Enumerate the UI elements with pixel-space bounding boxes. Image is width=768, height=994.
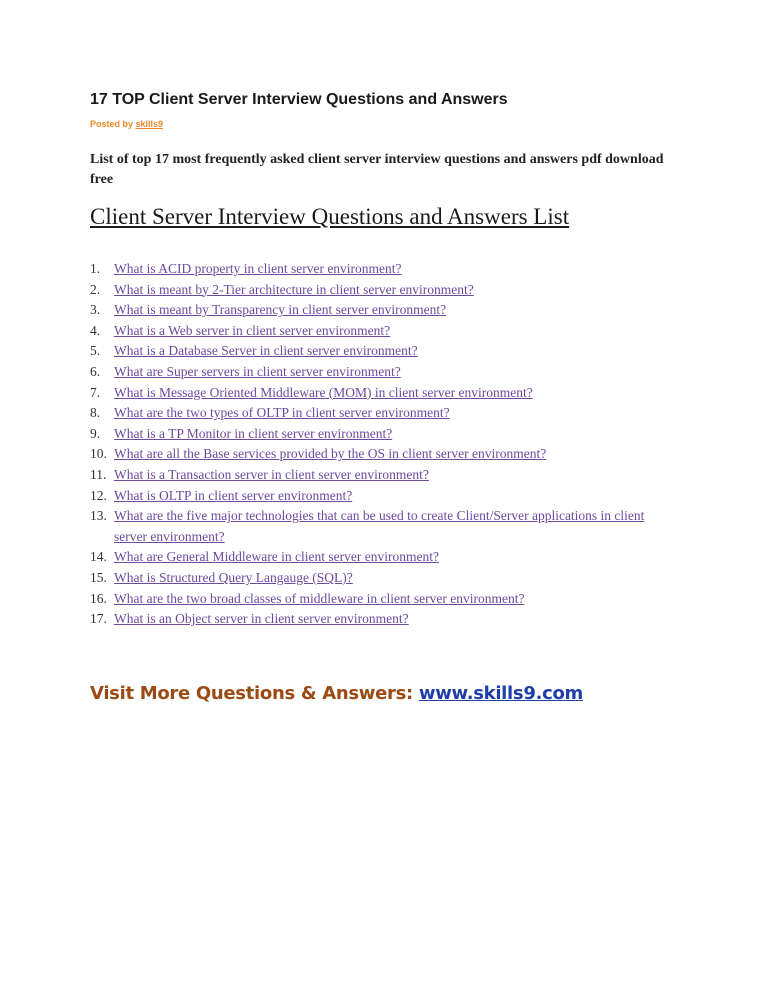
- byline-prefix: Posted by: [90, 119, 136, 129]
- list-item: [90, 424, 654, 445]
- question-link[interactable]: What are the two types of OLTP in client server environment?: [114, 405, 450, 421]
- question-number: 17.: [90, 611, 107, 627]
- list-heading: Client Server Interview Questions and Answers List: [90, 204, 570, 229]
- list-item: [90, 259, 654, 280]
- list-item: [90, 568, 654, 589]
- question-number: 2.: [90, 281, 101, 297]
- list-item: [90, 465, 654, 486]
- footer: [90, 683, 583, 704]
- question-link[interactable]: What is meant by Transparency in client server environment?: [114, 302, 447, 318]
- list-item: [90, 362, 654, 383]
- list-item: [90, 300, 654, 321]
- question-link[interactable]: What are Super servers in client server environment?: [114, 363, 401, 379]
- question-number: 4.: [90, 322, 101, 338]
- question-link[interactable]: What is Message Oriented Middleware (MOM) in client server environment?: [114, 384, 533, 400]
- question-link[interactable]: What is meant by 2-Tier architecture in client server environment?: [114, 281, 474, 297]
- list-item: [90, 383, 654, 404]
- question-link[interactable]: What is a Web server in client server environment?: [114, 322, 391, 338]
- list-item: [90, 444, 654, 465]
- question-number: 11.: [90, 466, 107, 482]
- question-number: 5.: [90, 343, 101, 359]
- question-number: 8.: [90, 405, 101, 421]
- question-link[interactable]: What is a Database Server in client server environment?: [114, 343, 418, 359]
- list-item: [90, 321, 654, 342]
- question-number: 10.: [90, 446, 107, 462]
- questions-list: [90, 259, 654, 630]
- list-item: [90, 341, 654, 362]
- question-number: 14.: [90, 549, 107, 565]
- question-number: 3.: [90, 302, 101, 318]
- list-item: [90, 403, 654, 424]
- byline: [90, 119, 163, 129]
- question-number: 15.: [90, 569, 107, 585]
- question-number: 16.: [90, 590, 107, 606]
- intro-text: List of top 17 most frequently asked client server interview questions and answers pdf download free: [90, 152, 664, 187]
- question-link[interactable]: What are the two broad classes of middleware in client server environment?: [114, 590, 525, 606]
- list-item: [90, 547, 654, 568]
- list-item: [90, 506, 654, 547]
- question-link[interactable]: What is Structured Query Langauge (SQL)?: [114, 569, 353, 585]
- website-link[interactable]: www.skills9.com: [418, 683, 583, 704]
- footer-label: Visit More Questions & Answers:: [90, 683, 419, 704]
- question-number: 12.: [90, 487, 107, 503]
- author-link[interactable]: skills9: [135, 119, 164, 129]
- question-link[interactable]: What is a Transaction server in client server environment?: [114, 466, 429, 482]
- question-link[interactable]: What is OLTP in client server environment?: [114, 487, 353, 503]
- page-title: 17 TOP Client Server Interview Questions and Answers: [90, 91, 508, 108]
- question-link[interactable]: What are all the Base services provided by the OS in client server environment?: [114, 446, 547, 462]
- list-item: [90, 280, 654, 301]
- list-item: [90, 589, 654, 610]
- question-number: 9.: [90, 425, 101, 441]
- question-link[interactable]: What are General Middleware in client server environment?: [114, 549, 439, 565]
- question-number: 1.: [90, 261, 101, 276]
- question-link[interactable]: What is a TP Monitor in client server environment?: [114, 425, 393, 441]
- question-number: 7.: [90, 384, 101, 400]
- list-item: [90, 486, 654, 507]
- question-number: 6.: [90, 363, 101, 379]
- question-link[interactable]: What is an Object server in client server environment?: [114, 611, 409, 627]
- list-item: [90, 609, 654, 630]
- question-link[interactable]: What are the five major technologies that can be used to create Client/Server applications in client server environment?: [114, 508, 645, 544]
- question-link[interactable]: What is ACID property in client server environment?: [114, 261, 402, 276]
- question-number: 13.: [90, 508, 107, 524]
